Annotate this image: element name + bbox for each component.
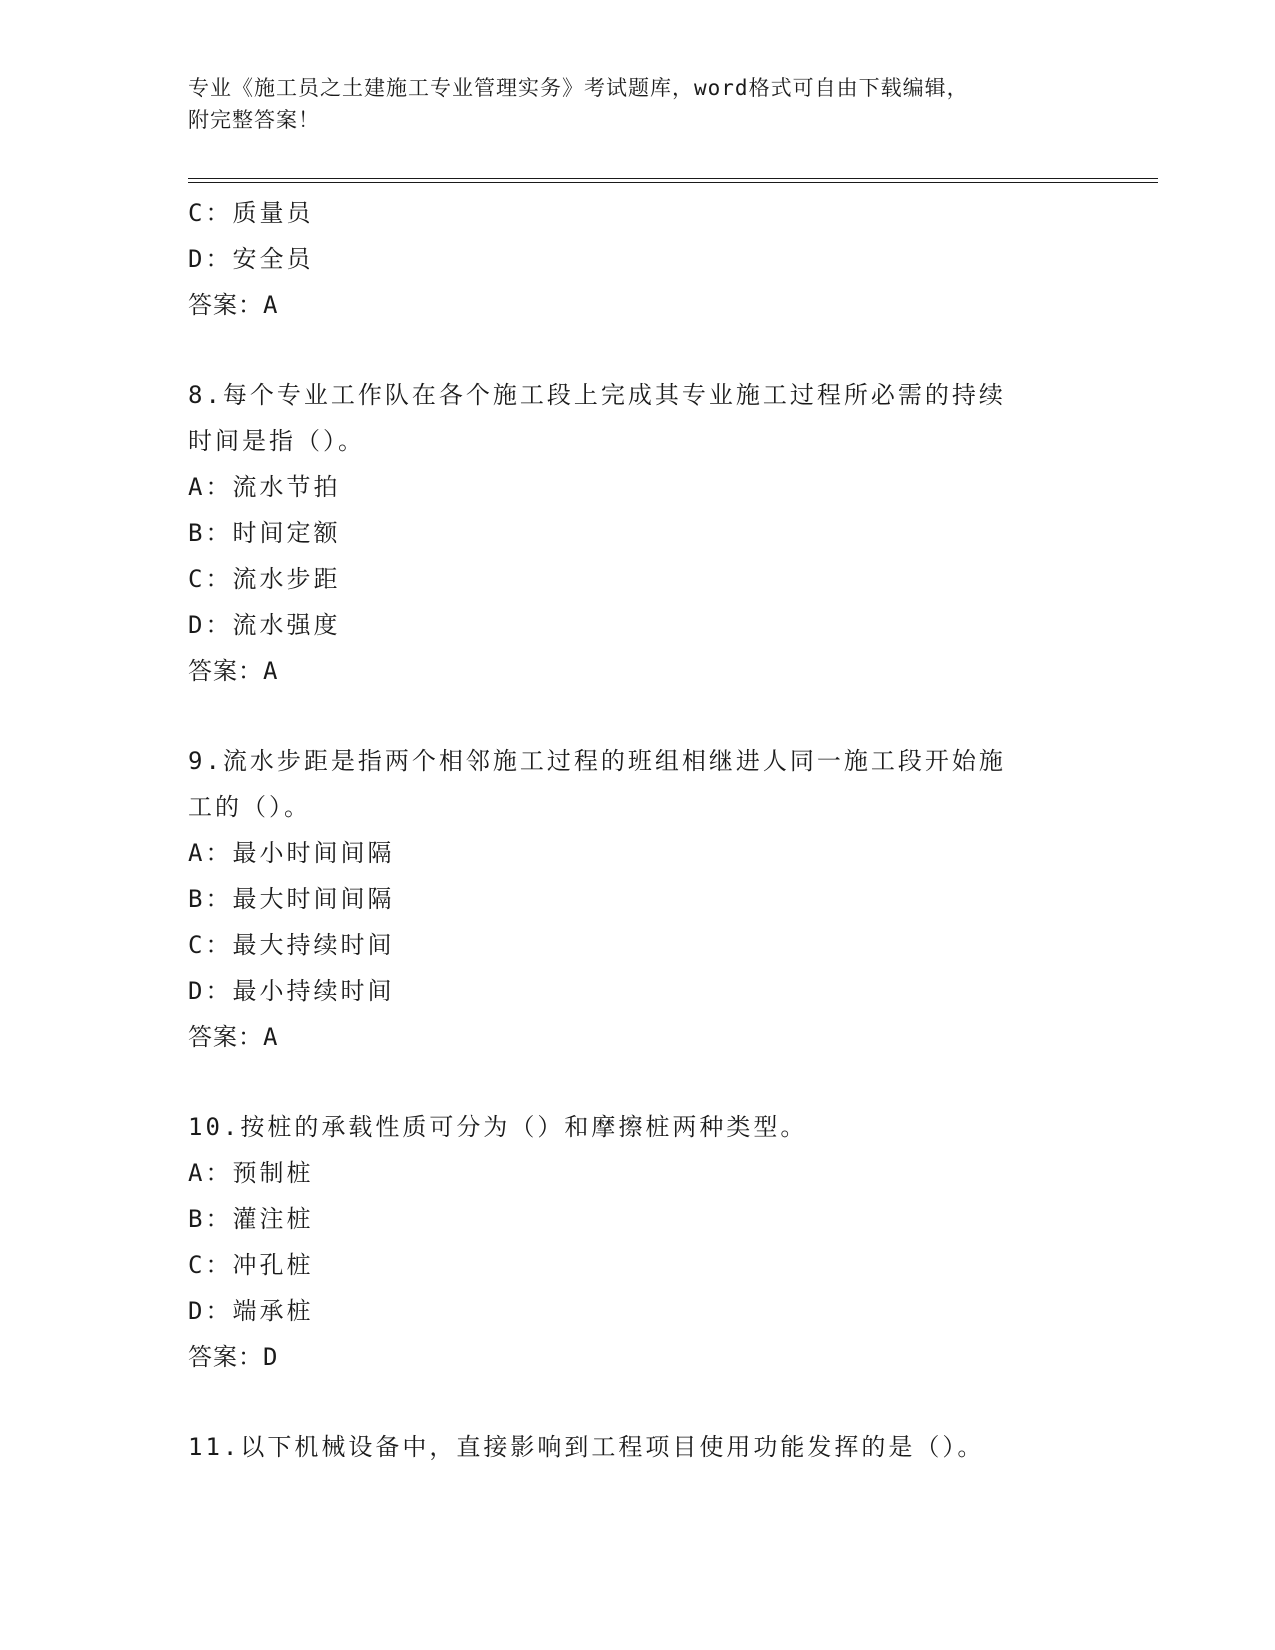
question-stem: 9.流水步距是指两个相邻施工过程的班组相继进人同一施工段开始施 — [188, 747, 1006, 775]
option-a: A：最小时间间隔 — [188, 839, 395, 867]
answer-value: D — [263, 1343, 279, 1371]
answer-label: 答案： — [188, 657, 263, 685]
answer-label: 答案： — [188, 291, 263, 319]
answer-line — [188, 1014, 1088, 1060]
question-stem: 10.按桩的承载性质可分为（）和摩擦桩两种类型。 — [188, 1113, 808, 1141]
answer-line — [188, 648, 1088, 694]
option-b: B：灌注桩 — [188, 1205, 314, 1233]
header-line-2: 附完整答案！ — [188, 108, 320, 132]
header-divider-top — [188, 178, 1158, 179]
question-11 — [188, 1424, 1088, 1470]
option-d: D：流水强度 — [188, 611, 341, 639]
option-d: D：安全员 — [188, 245, 314, 273]
option-a: A：预制桩 — [188, 1159, 314, 1187]
option-d: D：端承桩 — [188, 1297, 314, 1325]
option-c: C：流水步距 — [188, 565, 341, 593]
answer-line — [188, 282, 1088, 328]
document-header — [188, 72, 1088, 136]
question-9 — [188, 738, 1088, 1060]
question-8 — [188, 372, 1088, 694]
answer-line — [188, 1334, 1088, 1380]
option-c: C：最大持续时间 — [188, 931, 395, 959]
option-c: C：质量员 — [188, 199, 314, 227]
option-c: C：冲孔桩 — [188, 1251, 314, 1279]
answer-value: A — [263, 291, 279, 319]
option-b: B：时间定额 — [188, 519, 341, 547]
carry-over-block — [188, 190, 1088, 328]
option-a: A：流水节拍 — [188, 473, 341, 501]
header-line-1: 专业《施工员之土建施工专业管理实务》考试题库，word格式可自由下载编辑， — [188, 76, 969, 100]
question-stem: 工的（）。 — [188, 793, 311, 821]
answer-value: A — [263, 1023, 279, 1051]
question-stem: 时间是指（）。 — [188, 427, 365, 455]
question-10 — [188, 1104, 1088, 1380]
header-divider-bottom — [188, 182, 1158, 183]
option-b: B：最大时间间隔 — [188, 885, 395, 913]
option-d: D：最小持续时间 — [188, 977, 395, 1005]
answer-label: 答案： — [188, 1343, 263, 1371]
answer-value: A — [263, 657, 279, 685]
answer-label: 答案： — [188, 1023, 263, 1051]
question-stem: 8.每个专业工作队在各个施工段上完成其专业施工过程所必需的持续 — [188, 381, 1006, 409]
question-content — [188, 190, 1088, 1470]
question-stem: 11.以下机械设备中，直接影响到工程项目使用功能发挥的是（）。 — [188, 1433, 985, 1461]
